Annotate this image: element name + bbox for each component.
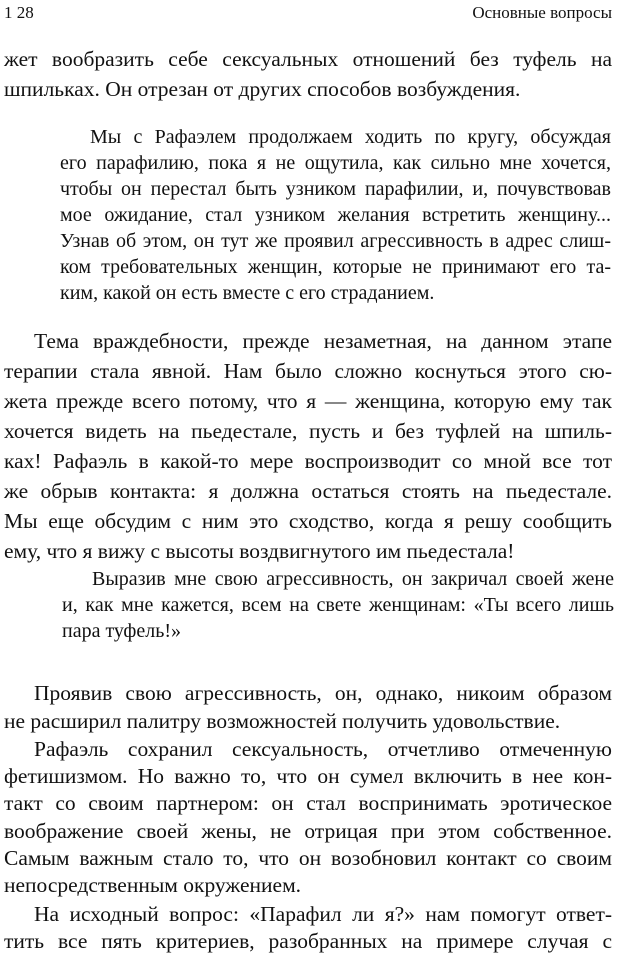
text-line: воображение своей жены, не отрицая при этом собственное. — [4, 818, 612, 843]
quote-line: Выразив мне свою агрессивность, он закричал своей жене — [92, 568, 614, 590]
quote-line: ком требовательных женщин, которые не принимают его та- — [60, 256, 611, 278]
text-line: непосредственным окружением. — [4, 873, 302, 897]
page-header — [4, 2, 612, 24]
quote-line: и, как мне кажется, всем на свете женщинам: «Ты всего лишь — [62, 594, 614, 616]
text-line: терапии стала явной. Нам было сложно коснуться этого сю- — [4, 359, 612, 383]
text-line: не расширил палитру возможностей получить удовольствие. — [4, 709, 561, 733]
quote-line: его парафилию, пока я не ощутила, как сильно мне хочется, — [60, 152, 611, 174]
text-line: Проявив свою агрессивность, он, однако, никоим образом — [34, 681, 612, 705]
quote-line: ким, какой он есть вместе с его страданием. — [60, 282, 435, 304]
text-line: На исходный вопрос: «Парафил ли я?» нам помогут ответ- — [34, 902, 612, 927]
text-line: тить все пять критериев, разобранных на примере случая с — [4, 929, 612, 954]
text-line: хочется видеть на пьедестале, пусть и без туфлей на шпиль- — [4, 419, 612, 443]
text-line: жета прежде всего потому, что я — женщина, которую ему так — [4, 389, 612, 413]
text-line: жет вообразить себе сексуальных отношений без туфель на — [4, 47, 612, 71]
quote-line: Узнав об этом, он тут же проявил агрессивность в адрес слиш- — [60, 230, 611, 252]
text-line: Рафаэль сохранил сексуальность, отчетливо отмеченную — [34, 737, 612, 761]
text-line: же обрыв контакта: я должна остаться стоять на пьедестале. — [4, 479, 612, 503]
quote-line: мое ожидание, стал узником желания встретить женщину... — [60, 204, 611, 226]
text-line: ему, что я вижу с высоты воздвигнутого им пьедестала! — [4, 539, 515, 563]
text-line: Мы еще обсудим с ним это сходство, когда я решу сообщить — [4, 509, 612, 533]
text-line: Тема враждебности, прежде незаметная, на данном этапе — [34, 329, 612, 353]
text-line: такт со своим партнером: он стал воспринимать эротическое — [4, 791, 612, 816]
text-line: шпильках. Он отрезан от других способов возбуждения. — [4, 77, 521, 101]
page-number: 1 28 — [4, 3, 34, 22]
text-line: фетишизмом. Но важно то, что он сумел включить в нее кон- — [4, 764, 612, 789]
quote-line: Мы с Рафаэлем продолжаем ходить по кругу, обсуждая — [90, 126, 611, 148]
quote-line: чтобы он перестал быть узником парафилии, и, почувствовав — [60, 178, 611, 200]
text-line: ках! Рафаэль в какой-то мере воспроизводит со мной все тот — [4, 449, 612, 473]
text-line: Самым важным стало то, что он возобновил контакт со своим — [4, 845, 612, 870]
running-head: Основные вопросы — [472, 3, 612, 22]
quote-line: пара туфель!» — [62, 620, 182, 642]
